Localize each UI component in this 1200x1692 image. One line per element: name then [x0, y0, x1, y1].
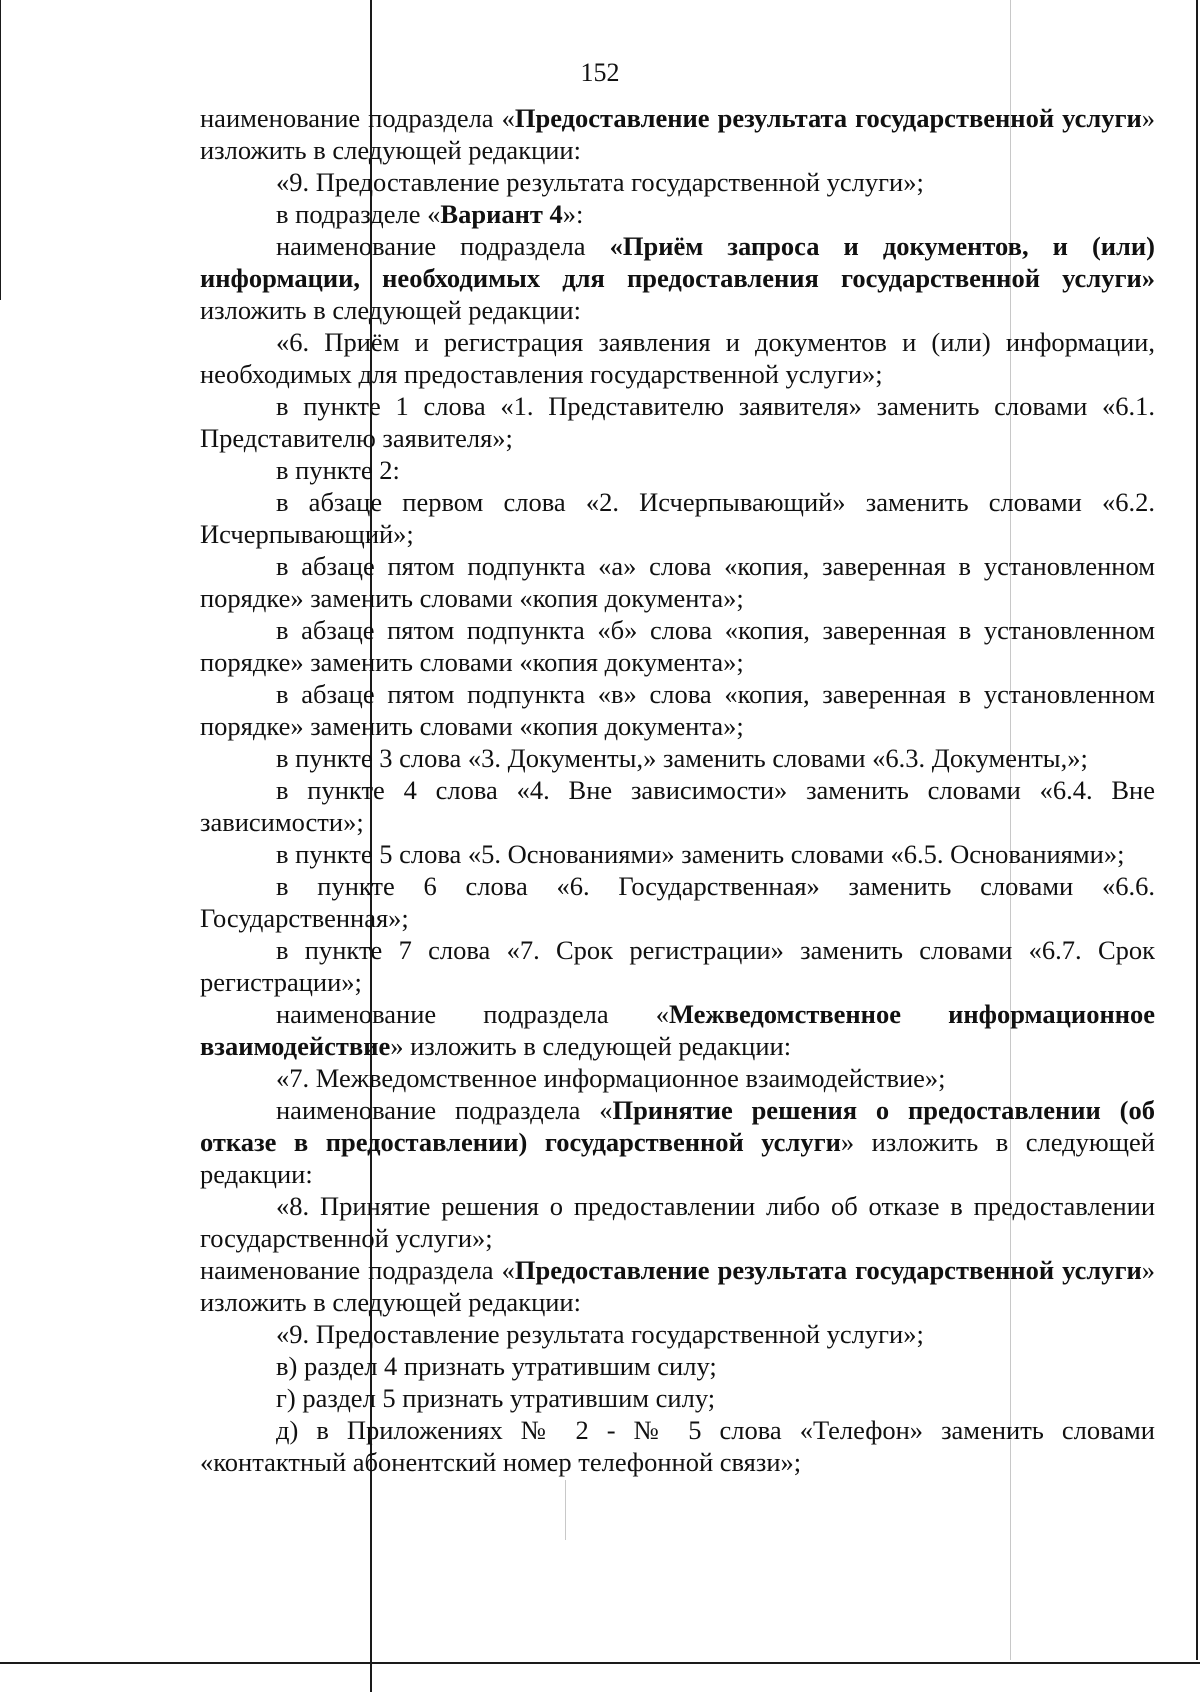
paragraph — [200, 742, 1155, 774]
text-run: » изложить в следующей редакции: — [200, 1127, 1155, 1189]
text-run: в пункте 2: — [276, 455, 400, 485]
paragraph — [200, 454, 1155, 486]
text-run: в пункте 6 слова «6. Государственная» заменить словами «6.6. Государственная»; — [200, 871, 1155, 933]
text-run: наименование подраздела « — [200, 103, 515, 133]
text-run: в абзаце пятом подпункта «а» слова «копия, заверенная в установленном порядке» заменить словами «копия документа»; — [200, 551, 1155, 613]
text-run: «7. Межведомственное информационное взаимодействие»; — [276, 1063, 946, 1093]
paragraph — [200, 1254, 1155, 1318]
bold-text: Предоставление результата государственной услуги — [514, 1255, 1142, 1285]
paragraph — [200, 870, 1155, 934]
paragraph — [200, 390, 1155, 454]
paragraph — [200, 1382, 1155, 1414]
text-run: » изложить в следующей редакции: — [390, 1031, 792, 1061]
paragraph — [200, 326, 1155, 390]
text-run: в абзаце пятом подпункта «б» слова «копия, заверенная в установленном порядке» заменить словами «копия документа»; — [200, 615, 1155, 677]
page-number: 152 — [580, 58, 620, 87]
bold-text: Вариант 4 — [440, 199, 563, 229]
text-run: наименование подраздела « — [276, 999, 669, 1029]
scan-border-right — [1196, 0, 1198, 1660]
scan-border-bottom — [0, 1662, 1200, 1664]
text-run: в пункте 3 слова «3. Документы,» заменить словами «6.3. Документы,»; — [276, 743, 1088, 773]
text-run: в подразделе « — [276, 199, 441, 229]
paragraph — [200, 550, 1155, 614]
paragraph — [200, 1414, 1155, 1478]
text-run: изложить в следующей редакции: — [200, 295, 581, 325]
paragraph — [200, 614, 1155, 678]
bold-text: «Приём запроса и документов, и (или) информации, необходимых для предоставления государственной услуги» — [200, 231, 1155, 293]
text-run: «9. Предоставление результата государственной услуги»; — [276, 1319, 924, 1349]
text-run: »: — [562, 199, 584, 229]
text-run: г) раздел 5 признать утратившим силу; — [276, 1383, 716, 1413]
text-run: наименование подраздела — [276, 231, 610, 261]
text-run: в абзаце первом слова «2. Исчерпывающий» заменить словами «6.2. Исчерпывающий»; — [200, 487, 1155, 549]
text-run: в абзаце пятом подпункта «в» слова «копия, заверенная в установленном порядке» заменить словами «копия документа»; — [200, 679, 1155, 741]
paragraph — [200, 934, 1155, 998]
scan-border-left-top — [0, 0, 1, 300]
text-run: наименование подраздела « — [200, 1255, 515, 1285]
paragraph — [200, 1318, 1155, 1350]
paragraph — [200, 1062, 1155, 1094]
text-run: в) раздел 4 признать утратившим силу; — [276, 1351, 717, 1381]
text-run: в пункте 5 слова «5. Основаниями» заменить словами «6.5. Основаниями»; — [276, 839, 1125, 869]
text-run: «9. Предоставление результата государственной услуги»; — [276, 167, 924, 197]
text-run: в пункте 7 слова «7. Срок регистрации» заменить словами «6.7. Срок регистрации»; — [200, 935, 1155, 997]
text-run: «6. Приём и регистрация заявления и документов и (или) информации, необходимых для предоставления государственной услуги»; — [200, 327, 1155, 389]
paragraph — [200, 102, 1155, 166]
paragraph — [200, 486, 1155, 550]
paragraph — [200, 1190, 1155, 1254]
bold-text: Межведомственное информационное взаимодействие — [200, 999, 1155, 1061]
paragraph — [200, 998, 1155, 1062]
paragraph — [200, 1350, 1155, 1382]
paragraph — [200, 198, 1155, 230]
paragraph — [200, 678, 1155, 742]
text-run: «8. Принятие решения о предоставлении либо об отказе в предоставлении государственной услуги»; — [200, 1191, 1155, 1253]
bold-text: Предоставление результата государственной услуги — [514, 103, 1142, 133]
paragraph — [200, 774, 1155, 838]
paragraph — [200, 166, 1155, 198]
text-run: » изложить в следующей редакции: — [200, 1255, 1156, 1317]
document-body — [200, 102, 1155, 1478]
text-run: д) в Приложениях № 2 - № 5 слова «Телефон» заменить словами «контактный абонентский номер телефонной связи»; — [200, 1415, 1155, 1477]
text-run: наименование подраздела « — [276, 1095, 613, 1125]
paragraph — [200, 230, 1155, 326]
text-run: в пункте 4 слова «4. Вне зависимости» заменить словами «6.4. Вне зависимости»; — [200, 775, 1155, 837]
scan-faint-line — [565, 1480, 566, 1540]
bold-text: Принятие решения о предоставлении (об отказе в предоставлении) государственной услуги — [200, 1095, 1155, 1157]
paragraph — [200, 1094, 1155, 1190]
text-run: в пункте 1 слова «1. Представителю заявителя» заменить словами «6.1. Представителю заявителя»; — [200, 391, 1155, 453]
text-run: » изложить в следующей редакции: — [200, 103, 1156, 165]
paragraph — [200, 838, 1155, 870]
